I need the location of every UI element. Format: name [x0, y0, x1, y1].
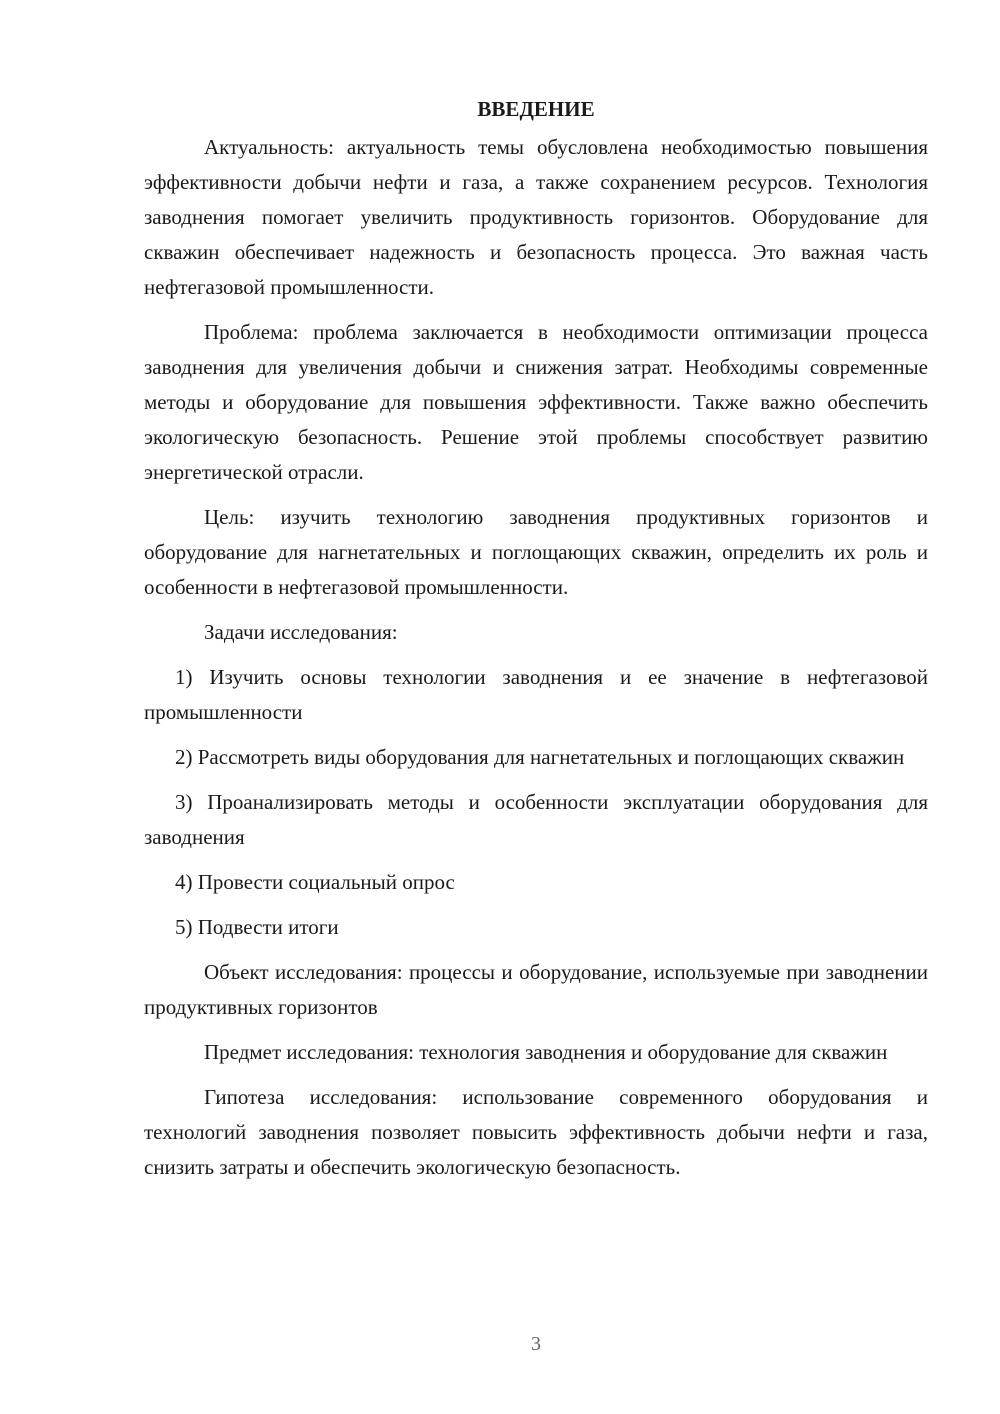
- task-item-2: 2) Рассмотреть виды оборудования для нагнетательных и поглощающих скважин: [175, 745, 905, 769]
- subject-paragraph: Предмет исследования: технология заводнения и оборудование для скважин: [204, 1040, 888, 1064]
- document-page: [144, 92, 928, 1195]
- task-item-4: 4) Провести социальный опрос: [175, 870, 455, 894]
- hypothesis-paragraph: Гипотеза исследования: использование современного оборудования и технологий заводнения позволяет повысить эффективность добычи нефти и газа, снизить затраты и обеспечить экологическую безопасность.: [144, 1085, 928, 1179]
- task-item-5: 5) Подвести итоги: [175, 915, 339, 939]
- tasks-heading: Задачи исследования:: [204, 620, 398, 644]
- page-number: 3: [531, 1333, 541, 1355]
- object-paragraph: Объект исследования: процессы и оборудование, используемые при заводнении продуктивных горизонтов: [144, 960, 928, 1019]
- goal-paragraph: Цель: изучить технологию заводнения продуктивных горизонтов и оборудование для нагнетательных и поглощающих скважин, определить их роль и особенности в нефтегазовой промышленности.: [144, 505, 928, 599]
- section-title: ВВЕДЕНИЕ: [477, 97, 595, 121]
- problem-paragraph: Проблема: проблема заключается в необходимости оптимизации процесса заводнения для увеличения добычи и снижения затрат. Необходимы современные методы и оборудование для повышения эффективности. Также важно обеспечить экологическую безопасность. Решение этой проблемы способствует развитию энергетической отрасли.: [144, 320, 928, 484]
- task-item-1: 1) Изучить основы технологии заводнения и ее значение в нефтегазовой промышленности: [144, 665, 928, 724]
- relevance-paragraph: Актуальность: актуальность темы обусловлена необходимостью повышения эффективности добычи нефти и газа, а также сохранением ресурсов. Технология заводнения помогает увеличить продуктивность горизонтов. Оборудование для скважин обеспечивает надежность и безопасность процесса. Это важная часть нефтегазовой промышленности.: [144, 135, 928, 299]
- task-item-3: 3) Проанализировать методы и особенности эксплуатации оборудования для заводнения: [144, 790, 928, 849]
